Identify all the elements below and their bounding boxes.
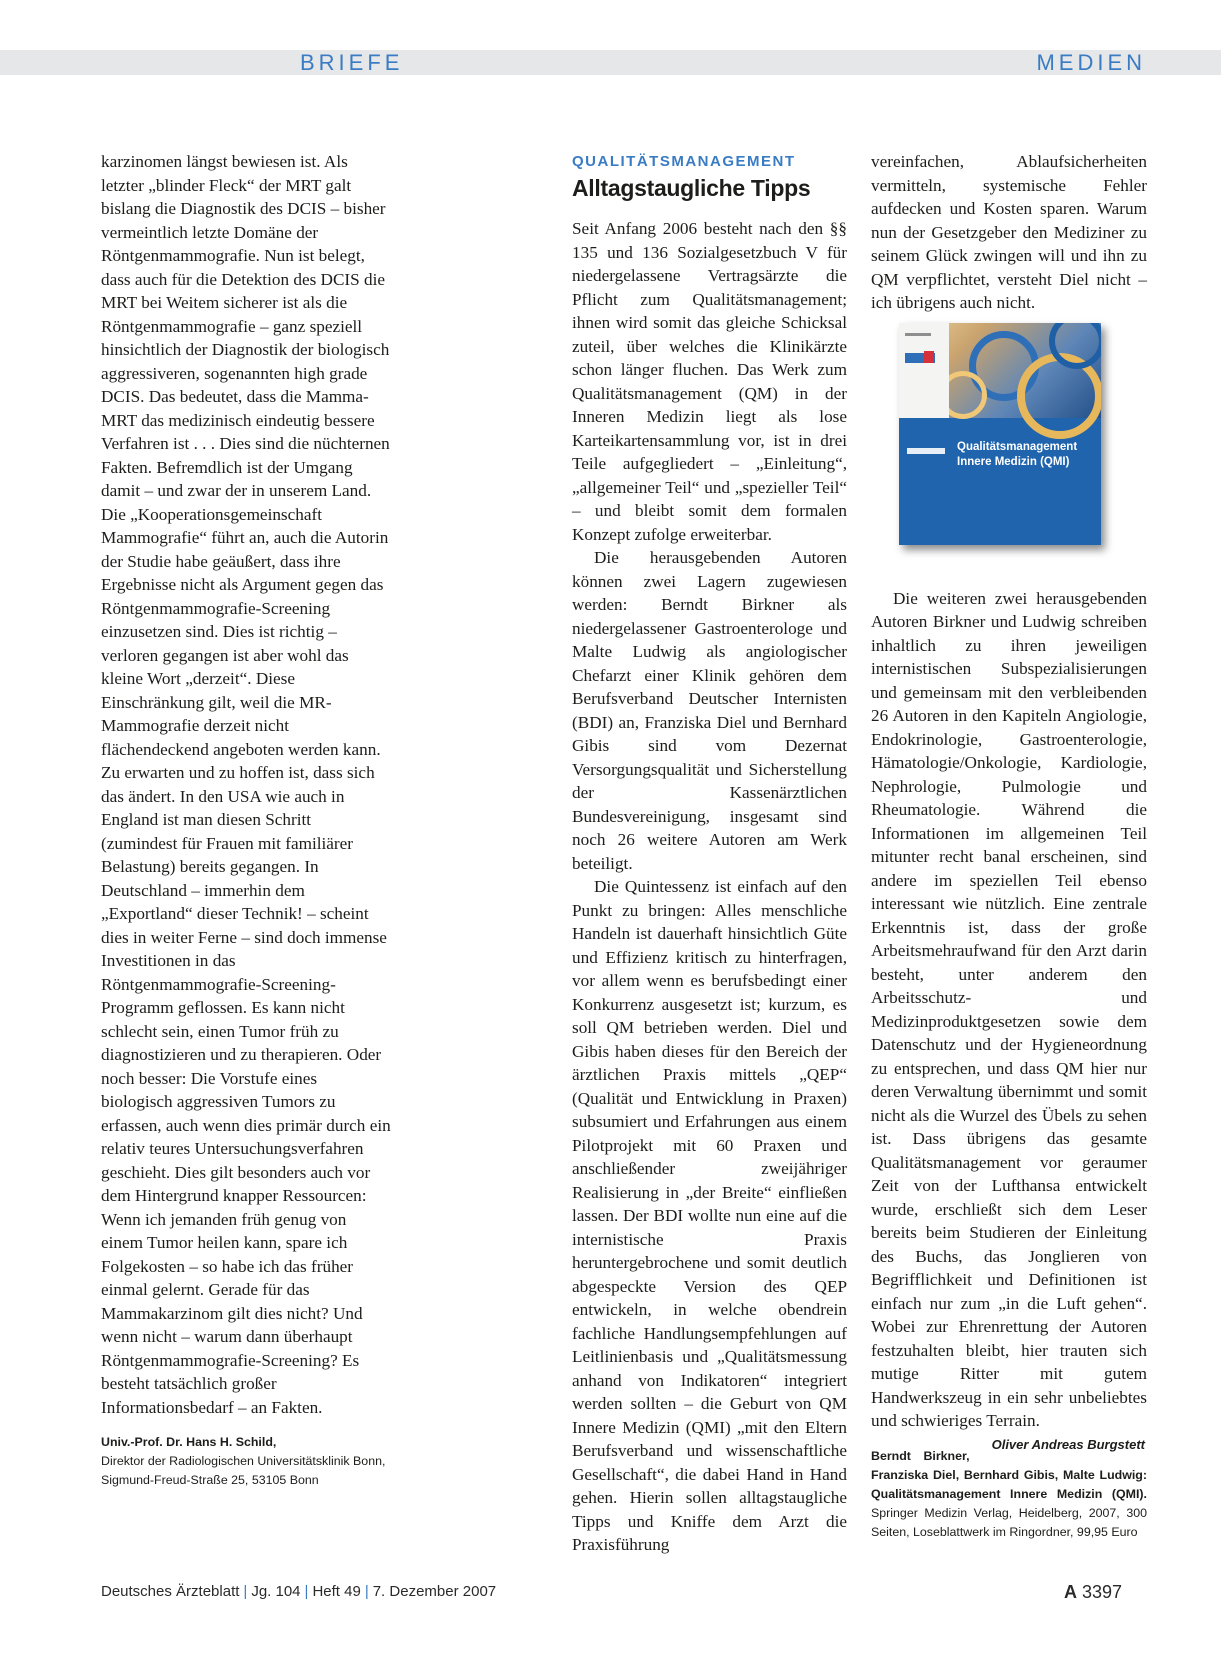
review-paragraph-4: vereinfachen, Ablaufsicherheiten vermitteln, systemische Fehler aufdecken und Kosten sparen. Warum nun der Gesetzgeber den Mediziner zu seinem Glück zwingen will und ihn zu QM verpflichtet, versteht Diel nicht – ich übrigens auch nicht. [871, 152, 1147, 312]
page-number [1064, 1580, 1122, 1604]
footer-separator: | [243, 1583, 248, 1600]
review-headline: Alltagstaugliche Tipps [572, 175, 811, 201]
page-prefix: A [1063, 1582, 1077, 1602]
review-paragraph-3: Die Quintessenz ist einfach auf den Punkt zu bringen: Alles menschliche Handeln ist dauerhaft hinsichtlich Güte und Effizienz kritisch zu hinterfragen, vor allem wenn es berufsbedingt einer Konkurrenz ausgesetzt ist; kurzum, es soll QM betrieben werden. Diel und Gibis haben dieses für den Bereich der ärztlichen Praxis mittels „QEP“ (Qualität und Entwicklung in Praxen) subsumiert und Erfahrungen aus einem Pilotprojekt mit 60 Praxen und anschließender zweijähriger Realisierung in „der Breite“ einfließen lassen. Der BDI wollte nun eine auf die internistische Praxis heruntergebrochene und somit deutlich abgespeckte Version des QEP entwickeln, in welche obendrein fachliche Handlungsempfehlungen auf Leitlinienbasis und „Qualitätsmessung anhand von Indikatoren“ integriert werden sollten – die Geburt von QM Innere Medizin (QMI) „mit den Eltern Berufsverband und wissenschaftliche Gesellschaft“, die dabei Hand in Hand gehen. Hierin sollen alltagstaugliche Tipps und Kniffe dem Arzt die Praxisführung [572, 877, 847, 1554]
letter-body: karzinomen längst bewiesen ist. Als letzter „blinder Fleck“ der MRT galt bislang die Diagnostik des DCIS – bisher vermeintlich letzte Domäne der Röntgenmammografie. Nun ist belegt, dass auch für die Detektion des DCIS die MRT bei Weitem sicherer ist als die Röntgenmammografie – ganz speziell hinsichtlich der Diagnostik der biologisch aggressiveren, sogenannten high grade DCIS. Das bedeutet, dass die Mamma-MRT das medizinisch eindeutig bessere Verfahren ist . . . Dies sind die nüchternen Fakten. Befremdlich ist der Umgang damit – und zwar der in unserem Land. Die „Kooperationsgemeinschaft Mammografie“ führt an, auch die Autorin der Studie habe geäußert, dass ihre Ergebnisse nicht als Argument gegen das Röntgenmammografie-Screening einzusetzen sind. Dies ist richtig – verloren gegangen ist aber wohl das kleine Wort „derzeit“. Diese Einschränkung gilt, weil die MR-Mammografie derzeit nicht flächendeckend angeboten werden kann. Zu erwarten und zu hoffen ist, dass sich das ändert. In den USA wie auch in England ist man diesen Schritt (zumindest für Frauen mit familiärer Belastung) bereits gegangen. In Deutschland – immerhin dem „Exportland“ dieser Technik! – scheint dies in weiter Ferne – sind doch immense Investitionen in das Röntgenmammografie-Screening-Programm geflossen. Es kann nicht schlecht sein, einen Tumor früh zu diagnostizieren und zu therapieren. Oder noch besser: Die Vorstufe eines biologisch aggressiven Tumors zu erfassen, auch wenn dies primär durch ein relativ teures Untersuchungsverfahren geschieht. Dies gilt besonders auch vor dem Hintergrund knapper Ressourcen: Wenn ich jemanden früh genug von einem Tumor heilen kann, spare ich Folgekosten – so habe ich das früher einmal gelernt. Gerade für das Mammakarzinom gilt dies nicht? Und wenn nicht – warum dann überhaupt Röntgenmammografie-Screening? Es besteht tatsächlich großer Informationsbedarf – an Fakten. [101, 152, 391, 1417]
signature-name: Univ.-Prof. Dr. Hans H. Schild, [101, 1435, 277, 1449]
section-label-medien: MEDIEN [1036, 50, 1146, 75]
signature-address: Sigmund-Freud-Straße 25, 53105 Bonn [101, 1473, 319, 1487]
review-paragraph-2: Die herausgebenden Autoren können zwei Lagern zugewiesen werden: Berndt Birkner als niedergelassener Gastroenterologe und Malte Ludwig als angiologischer Chefarzt einer Klinik gehören dem Berufsverband Deutscher Internisten (BDI) an, Franziska Diel und Bernhard Gibis sind vom Dezernat Versorgungsqualität und Sicherstellung der Kassenärztlichen Bundesvereinigung, insgesamt sind noch 26 weitere Autoren am Werk beteiligt. [572, 548, 847, 873]
review-column-1 [572, 150, 847, 1557]
page-footer [101, 1580, 1122, 1604]
cover-bar [907, 448, 945, 454]
review-paragraph-1: Seit Anfang 2006 besteht nach den §§ 135 und 136 Sozialgesetzbuch V für niedergelassene Vertragsärzte die Pflicht zum Qualitätsmanagement; ihnen wird somit das gleiche Schicksal zuteil, über welches die Klinikärzte schon länger fluchen. Das Werk zum Qualitätsmanagement (QM) in der Inneren Medizin liegt als lose Karteikartensammlung vor, ist in drei Teile aufgegliedert – „Einleitung“, „allgemeiner Teil“ und „spezieller Teil“ – und bleibt somit dem formalen Konzept zufolge erweiterbar. [572, 219, 847, 544]
signature-affiliation: Direktor der Radiologischen Universitätsklinik Bonn, [101, 1454, 386, 1468]
footer-separator: | [364, 1583, 369, 1600]
review-paragraph-5 [871, 587, 1147, 1452]
letter-column [101, 150, 391, 1490]
cover-title: Qualitätsmanagement Innere Medizin (QMI) [957, 440, 1078, 468]
book-reference [871, 1447, 1147, 1542]
review-column-2 [871, 150, 1147, 1542]
letter-signature [101, 1433, 391, 1490]
footer-separator: | [304, 1583, 309, 1600]
book-cover-image [899, 323, 1101, 545]
footer-volume: Jg. 104 [251, 1583, 301, 1600]
footer-journal: Deutsches Ärzteblatt [101, 1583, 240, 1600]
book-reference-title: Berndt Birkner, Franziska Diel, Bernhard Gibis, Malte Ludwig: Qualitätsmanagement Innere Medizin (QMI). [871, 1448, 1147, 1501]
review-author: Oliver Andreas Burgstett [991, 1436, 1145, 1452]
book-cover-figure [871, 323, 1147, 581]
section-label-briefe: BRIEFE [300, 50, 404, 75]
footer-issue: Heft 49 [312, 1583, 361, 1600]
section-header-bar [0, 50, 1221, 75]
review-kicker: QUALITÄTSMANAGEMENT [572, 153, 796, 170]
footer-date: 7. Dezember 2007 [372, 1583, 497, 1600]
review-paragraph-5-text: Die weiteren zwei herausgebenden Autoren Birkner und Ludwig schreiben inhaltlich zu ihren jeweiligen internistischen Subspezialisierungen und gemeinsam mit den verbleibenden 26 Autoren in den Kapiteln Angiologie, Endokrinologie, Gastroenterologie, Hämatologie/Onkologie, Kardiologie, Nephrologie, Pulmologie und Rheumatologie. Während die Informationen im allgemeinen Teil mitunter recht banal erscheinen, sind andere im speziellen Teil ebenso interessant wie nützlich. Eine zentrale Erkenntnis ist, dass der große Arbeitsmehraufwand für den Arzt darin besteht, unter anderem den Arbeitsschutz- und Medizinproduktgesetzen sowie dem Datenschutz und der Hygieneordnung zu entsprechen, und dass QM hier nur deren Verwaltung übernimmt und somit nicht als die Wurzel des Übels zu sehen ist. Dass übrigens das gesamte Qualitätsmanagement vor geraumer Zeit von der Lufthansa entwickelt wurde, erschließt sich dem Leser bereits beim Studieren der Einleitung des Buchs, das Jonglieren von Begrifflichkeit und Definitionen ist einfach nur zum „in die Luft gehen“. Wobei zur Ehrenrettung der Autoren festzuhalten bleibt, hier trauten sich mutige Ritter mit gutem Handwerkszeug in ein sehr unbeliebtes und schwieriges Terrain. [871, 588, 1147, 1430]
book-reference-details: Springer Medizin Verlag, Heidelberg, 2007, 300 Seiten, Loseblattwerk im Ringordner, 99,95 Euro [871, 1505, 1147, 1539]
cover-publisher-panel [899, 323, 949, 418]
page-number-value: 3397 [1081, 1582, 1122, 1602]
